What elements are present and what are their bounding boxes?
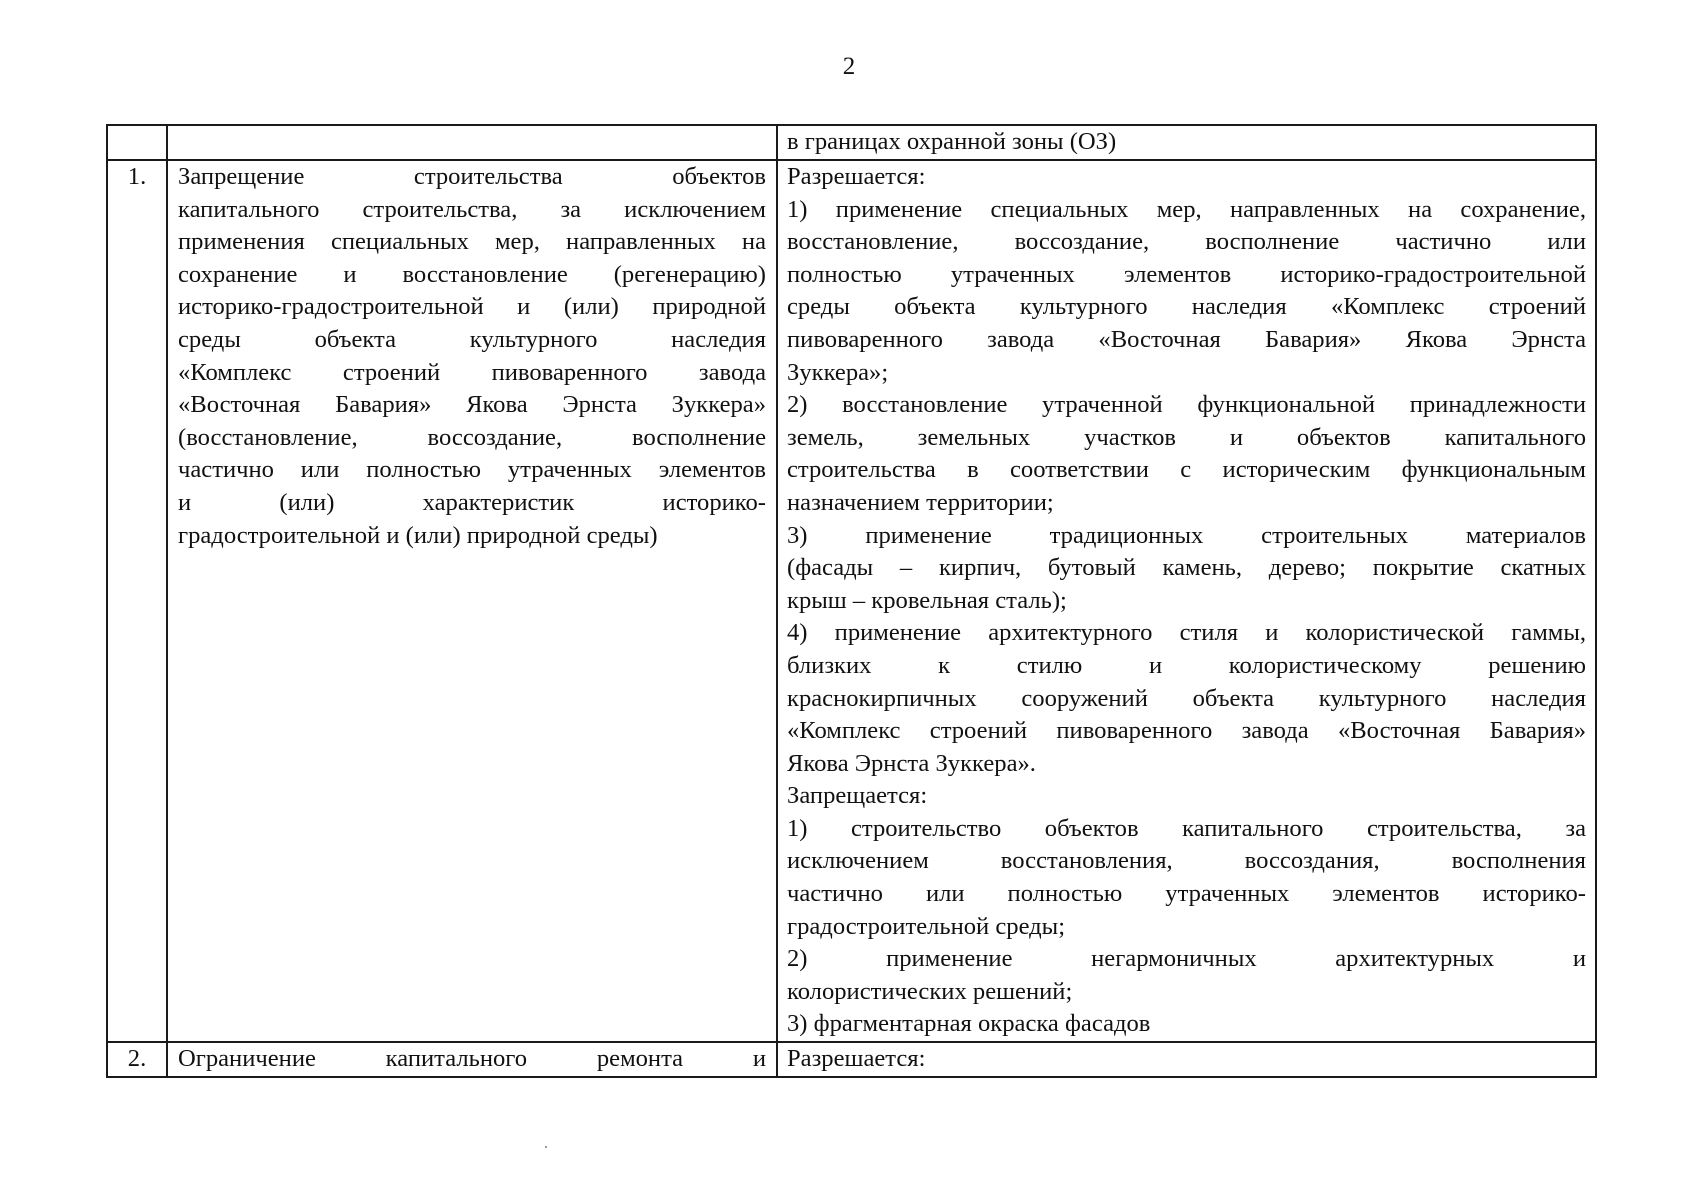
table-header-row [107,125,1596,160]
regime-line: пивоваренного завода «Восточная Бавария» Якова Эрнста [787,325,1586,353]
regime-line: Разрешается: [787,1045,926,1073]
regime-line: 3) фрагментарная окраска фасадов [787,1010,1151,1038]
row-number: 2. [107,1042,167,1077]
regime-line: 1) строительство объектов капитального строительства, за [787,814,1586,842]
scan-speck [545,1146,547,1148]
regime-line: крыш – кровельная сталь); [787,586,1067,614]
regime-line: 4) применение архитектурного стиля и колористической гаммы, [787,619,1586,647]
regime-line: Запрещается: [787,782,928,810]
regime-line: Разрешается: [787,163,926,190]
regime-line: строительства в соответствии с историческим функциональным [787,456,1586,484]
regime-line: полностью утраченных элементов историко-градостроительной [787,260,1586,288]
row-number: 1. [107,160,167,1042]
page-number: 2 [842,53,856,80]
regime-line: восстановление, воссоздание, восполнение частично или [787,228,1586,256]
restriction-cell [167,1042,777,1077]
regime-line: близких к стилю и колористическому решению [787,651,1586,679]
regime-text [787,1043,1586,1076]
restriction-line: (восстановление, воссоздание, восполнение [178,423,766,451]
restriction-line: среды объекта культурного наследия [178,325,766,353]
header-regime-label: в границах охранной зоны (ОЗ) [787,128,1117,155]
restriction-line: «Комплекс строений пивоваренного завода [178,358,766,386]
header-restriction-cell [167,125,777,160]
regime-line: 3) применение традиционных строительных материалов [787,521,1586,549]
restriction-line: градостроительной и (или) природной среды) [178,521,658,549]
restriction-line: Ограничение капитального ремонта и [178,1045,766,1073]
regime-line: земель, земельных участков и объектов капитального [787,423,1586,451]
regime-cell [777,1042,1596,1077]
regulations-table [106,124,1597,1078]
restriction-line: частично или полностью утраченных элементов [178,456,766,484]
restriction-line: и (или) характеристик историко- [178,488,766,516]
restriction-line: сохранение и восстановление (регенерацию) [178,260,766,288]
table-row [107,1042,1596,1077]
header-num-cell [107,125,167,160]
restriction-cell [167,160,777,1042]
regime-line: Якова Эрнста Зуккера». [787,749,1036,777]
regime-line: 2) применение негармоничных архитектурных и [787,945,1586,973]
regime-line: «Комплекс строений пивоваренного завода «Восточная Бавария» [787,717,1586,745]
regime-line: (фасады – кирпич, бутовый камень, дерево; покрытие скатных [787,554,1586,582]
regime-line: 1) применение специальных мер, направленных на сохранение, [787,195,1586,223]
table-row [107,160,1596,1042]
regime-line: градостроительной среды; [787,912,1066,940]
regime-line: 2) восстановление утраченной функциональной принадлежности [787,391,1586,419]
regime-line: исключением восстановления, воссоздания, восполнения [787,847,1586,875]
restriction-line: «Восточная Бавария» Якова Эрнста Зуккера» [178,391,766,419]
restriction-text [178,161,766,552]
restriction-line: Запрещение строительства объектов [178,163,766,190]
regime-cell [777,160,1596,1042]
header-regime-cell [777,125,1596,160]
restriction-line: историко-градостроительной и (или) природной [178,293,766,321]
restriction-line: капитального строительства, за исключением [178,195,766,223]
restriction-line: применения специальных мер, направленных на [178,228,766,256]
regime-line: краснокирпичных сооружений объекта культурного наследия [787,684,1586,712]
regime-line: колористических решений; [787,977,1073,1005]
regime-line: частично или полностью утраченных элементов историко- [787,880,1586,908]
restriction-text [178,1043,766,1076]
regime-line: среды объекта культурного наследия «Комплекс строений [787,293,1586,321]
regime-text [787,161,1586,1041]
regime-line: назначением территории; [787,488,1054,516]
regime-line: Зуккера»; [787,358,889,386]
